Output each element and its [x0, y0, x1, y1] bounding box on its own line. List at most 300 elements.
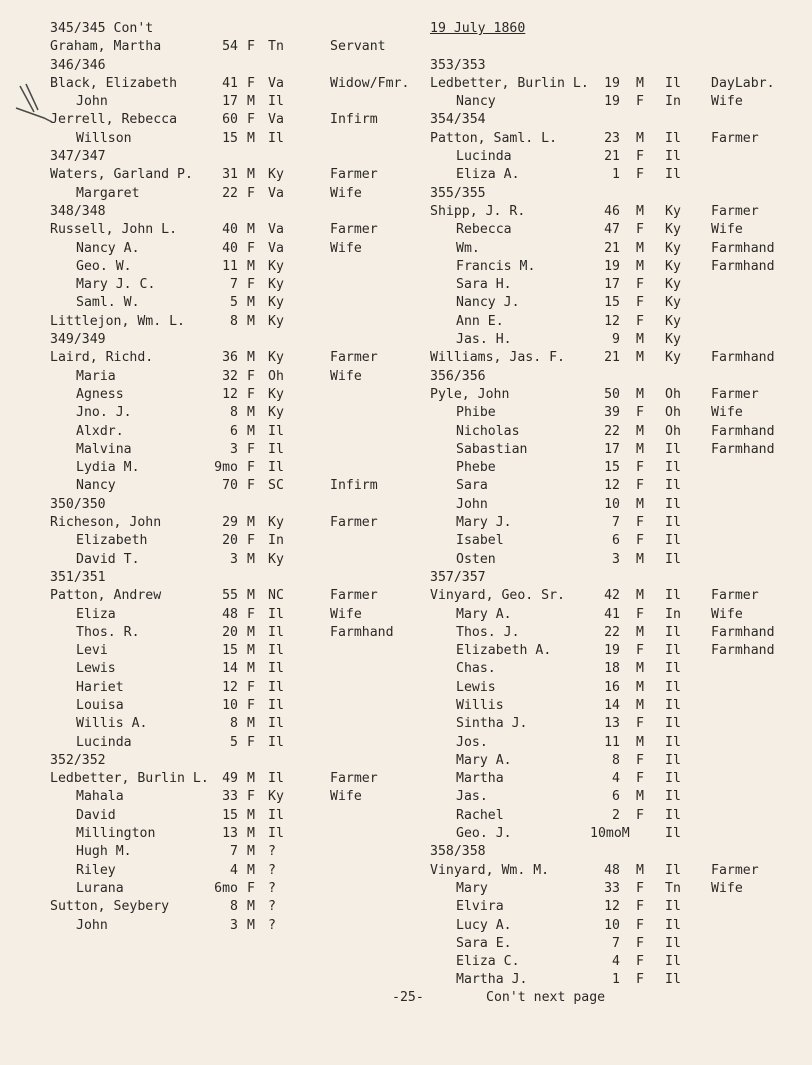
person-row — [430, 953, 805, 971]
person-row — [430, 258, 805, 276]
person-name: Mary — [456, 880, 488, 896]
person-name: Riley — [76, 862, 116, 878]
continued-header — [50, 20, 422, 38]
person-age: 13 — [222, 826, 238, 842]
person-row — [50, 459, 422, 477]
person-sex: M — [636, 350, 644, 366]
person-age: 40 — [222, 240, 238, 256]
person-age: 60 — [222, 112, 238, 128]
person-sex: F — [247, 277, 255, 293]
person-name: Martha J. — [456, 972, 528, 988]
person-age: 20 — [222, 624, 238, 640]
date-text: 19 July 1860 — [430, 21, 526, 36]
person-age: 19 — [604, 643, 620, 659]
person-birthplace: Oh — [665, 423, 681, 439]
person-occupation: Wife — [711, 606, 743, 622]
person-name: Elizabeth — [76, 533, 148, 549]
household-label: 347/347 — [50, 149, 106, 165]
person-name: Willis — [456, 697, 504, 713]
person-sex: M — [247, 515, 255, 531]
person-row — [430, 917, 805, 935]
person-name: Ledbetter, Burlin L. — [430, 75, 589, 91]
person-age: 54 — [222, 39, 238, 55]
person-sex: M — [636, 661, 644, 677]
household-label: 353/353 — [430, 57, 486, 73]
person-age: 14 — [222, 661, 238, 677]
person-birthplace: Ky — [665, 277, 681, 293]
person-row — [430, 130, 805, 148]
person-birthplace: Ky — [268, 350, 284, 366]
person-age: 1 — [612, 167, 620, 183]
person-sex: F — [636, 643, 644, 659]
person-row — [50, 825, 422, 843]
person-name: Lydia M. — [76, 460, 140, 476]
person-sex: F — [636, 295, 644, 311]
person-row — [50, 294, 422, 312]
person-age: 10 — [222, 697, 238, 713]
person-row — [50, 368, 422, 386]
person-row — [430, 148, 805, 166]
person-age: 3 — [230, 441, 238, 457]
household-label: 352/352 — [50, 752, 106, 768]
person-birthplace: In — [665, 94, 681, 110]
person-name: John — [456, 496, 488, 512]
person-birthplace: Il — [268, 734, 284, 750]
person-name: Jas. — [456, 789, 488, 805]
person-name: Nancy J. — [456, 295, 520, 311]
person-birthplace: Ky — [268, 386, 284, 402]
person-age: 55 — [222, 588, 238, 604]
person-name: Lucy A. — [456, 917, 512, 933]
household-label: 358/358 — [430, 844, 486, 860]
handwritten-check-mark-icon — [14, 82, 54, 126]
person-name: Black, Elizabeth — [50, 75, 178, 91]
person-name: Willson — [76, 130, 132, 146]
person-age: 13 — [604, 716, 620, 732]
person-birthplace: Il — [268, 606, 284, 622]
person-name: Willis A. — [76, 716, 148, 732]
person-age: 5 — [230, 734, 238, 750]
person-row — [50, 697, 422, 715]
person-sex: M — [636, 130, 644, 146]
person-name: Lewis — [456, 679, 496, 695]
person-sex: F — [636, 807, 644, 823]
person-sex: M — [636, 679, 644, 695]
person-sex: M — [636, 624, 644, 640]
person-occupation: Wife — [330, 368, 362, 384]
person-birthplace: Il — [268, 679, 284, 695]
household-label: 348/348 — [50, 203, 106, 219]
person-sex: M — [247, 551, 255, 567]
person-sex: F — [636, 606, 644, 622]
person-name: Sutton, Seybery — [50, 899, 170, 915]
person-birthplace: Ky — [268, 789, 284, 805]
person-name: Elizabeth A. — [456, 643, 552, 659]
person-row — [430, 166, 805, 184]
person-name: Eliza — [76, 606, 116, 622]
person-name: Sara H. — [456, 277, 512, 293]
person-birthplace: Il — [665, 149, 681, 165]
person-sex: M — [247, 807, 255, 823]
person-age: 23 — [604, 130, 620, 146]
person-sex: F — [247, 460, 255, 476]
person-name: Russell, John L. — [50, 222, 178, 238]
person-name: Lurana — [76, 880, 124, 896]
person-row — [50, 386, 422, 404]
person-sex: M — [636, 203, 644, 219]
person-row — [430, 496, 805, 514]
person-name: Lucinda — [76, 734, 132, 750]
person-age: 15 — [222, 130, 238, 146]
person-age: 7 — [612, 515, 620, 531]
person-sex: F — [247, 606, 255, 622]
person-sex: F — [636, 880, 644, 896]
household-label: 351/351 — [50, 569, 106, 585]
person-occupation: Farmer — [330, 771, 378, 787]
person-row — [430, 532, 805, 550]
person-name: Hugh M. — [76, 844, 132, 860]
person-sex: F — [247, 533, 255, 549]
person-sex: M — [636, 734, 644, 750]
person-name: Mary A. — [456, 606, 512, 622]
person-row — [50, 606, 422, 624]
person-name: Ann E. — [456, 313, 504, 329]
household-number — [50, 569, 422, 587]
person-age: 11 — [222, 258, 238, 274]
person-sex: F — [636, 533, 644, 549]
person-age: 7 — [230, 277, 238, 293]
person-name: Osten — [456, 551, 496, 567]
person-sex: F — [247, 478, 255, 494]
person-sex: M — [636, 332, 644, 348]
household-number — [50, 752, 422, 770]
person-birthplace: ? — [268, 880, 276, 896]
person-occupation: Widow/Fmr. — [330, 75, 410, 91]
person-age: 39 — [604, 405, 620, 421]
person-sex: F — [636, 277, 644, 293]
person-row — [50, 313, 422, 331]
person-sex: F — [636, 899, 644, 915]
person-age: 6 — [612, 789, 620, 805]
person-birthplace: Il — [665, 551, 681, 567]
person-birthplace: In — [665, 606, 681, 622]
person-age: 70 — [222, 478, 238, 494]
person-birthplace: Il — [665, 588, 681, 604]
person-row — [50, 917, 422, 935]
person-age: 9 — [612, 332, 620, 348]
household-label: 357/357 — [430, 569, 486, 585]
person-name: Lucinda — [456, 149, 512, 165]
person-age: 22 — [222, 185, 238, 201]
person-name: Sabastian — [456, 441, 528, 457]
person-sex: M — [636, 697, 644, 713]
person-sex: F — [636, 716, 644, 732]
person-name: Nancy — [76, 478, 116, 494]
person-age: 21 — [604, 350, 620, 366]
person-birthplace: Il — [665, 935, 681, 951]
person-birthplace: Ky — [268, 258, 284, 274]
person-occupation: Infirm — [330, 112, 378, 128]
person-birthplace: Il — [665, 441, 681, 457]
person-row — [430, 825, 805, 843]
person-age: 48 — [604, 862, 620, 878]
person-age: 8 — [230, 899, 238, 915]
person-birthplace: Ky — [268, 551, 284, 567]
person-name: Ledbetter, Burlin L. — [50, 771, 209, 787]
person-sex: M — [636, 258, 644, 274]
person-birthplace: In — [268, 533, 284, 549]
person-name: Williams, Jas. F. — [430, 350, 565, 366]
person-sex: F — [247, 441, 255, 457]
left-column — [50, 20, 422, 935]
person-row — [430, 898, 805, 916]
person-name: Rachel — [456, 807, 504, 823]
person-age: 42 — [604, 588, 620, 604]
person-name: Levi — [76, 643, 108, 659]
person-sex: M — [247, 661, 255, 677]
person-name: Wm. — [456, 240, 480, 256]
person-birthplace: Il — [268, 441, 284, 457]
person-name: Eliza A. — [456, 167, 520, 183]
person-birthplace: Ky — [268, 295, 284, 311]
person-row — [430, 734, 805, 752]
person-sex: M — [247, 313, 255, 329]
person-age: 16 — [604, 679, 620, 695]
person-row — [50, 843, 422, 861]
person-row — [50, 624, 422, 642]
person-name: Jerrell, Rebecca — [50, 112, 178, 128]
person-row — [50, 111, 422, 129]
person-row — [50, 477, 422, 495]
household-label: 356/356 — [430, 368, 486, 384]
person-name: Littlejon, Wm. L. — [50, 313, 185, 329]
person-row — [50, 880, 422, 898]
person-row — [430, 752, 805, 770]
person-name: Chas. — [456, 661, 496, 677]
person-row — [430, 971, 805, 989]
person-age: 11 — [604, 734, 620, 750]
person-age: 49 — [222, 771, 238, 787]
person-sex: M — [247, 350, 255, 366]
person-birthplace: Il — [665, 643, 681, 659]
person-occupation: Wife — [330, 240, 362, 256]
household-number — [430, 368, 805, 386]
person-age: 17 — [604, 277, 620, 293]
person-name: David T. — [76, 551, 140, 567]
person-age: 20 — [222, 533, 238, 549]
person-row — [430, 75, 805, 93]
person-sex: M — [636, 441, 644, 457]
person-birthplace: Il — [268, 94, 284, 110]
person-occupation: Farmer — [330, 350, 378, 366]
person-birthplace: Il — [665, 661, 681, 677]
person-row — [430, 587, 805, 605]
person-birthplace: Il — [268, 130, 284, 146]
person-sex: M — [247, 405, 255, 421]
person-sex: M — [247, 295, 255, 311]
person-birthplace: Ky — [665, 240, 681, 256]
person-birthplace: Il — [268, 826, 284, 842]
person-sex: F — [636, 935, 644, 951]
person-row — [50, 404, 422, 422]
person-name: John — [76, 94, 108, 110]
person-sex: F — [247, 39, 255, 55]
person-birthplace: Oh — [665, 405, 681, 421]
person-birthplace: Tn — [268, 39, 284, 55]
person-sex: M — [247, 917, 255, 933]
person-row — [430, 788, 805, 806]
person-name: Mary J. C. — [76, 277, 156, 293]
person-age: 19 — [604, 258, 620, 274]
household-number — [50, 148, 422, 166]
person-age: 18 — [604, 661, 620, 677]
person-occupation: Farmhand — [711, 258, 775, 274]
person-birthplace: Il — [665, 807, 681, 823]
person-occupation: DayLabr. — [711, 75, 775, 91]
person-age: 3 — [230, 551, 238, 567]
person-occupation: Farmer — [330, 167, 378, 183]
person-sex: M — [636, 75, 644, 91]
person-row — [50, 276, 422, 294]
person-sex: M — [247, 222, 255, 238]
person-age: 8 — [612, 752, 620, 768]
person-occupation: Wife — [711, 880, 743, 896]
person-birthplace: Il — [268, 771, 284, 787]
person-row — [50, 660, 422, 678]
person-occupation: Infirm — [330, 478, 378, 494]
person-sex: F — [247, 240, 255, 256]
person-row — [50, 441, 422, 459]
person-occupation: Farmer — [711, 588, 759, 604]
person-sex: F — [636, 954, 644, 970]
person-occupation: Wife — [711, 94, 743, 110]
household-label: 349/349 — [50, 332, 106, 348]
person-row — [50, 788, 422, 806]
person-sex: F — [247, 734, 255, 750]
household-number — [50, 496, 422, 514]
household-label: 346/346 — [50, 57, 106, 73]
person-birthplace: Il — [268, 716, 284, 732]
person-name: Shipp, J. R. — [430, 203, 526, 219]
continued-note: Con't next page — [486, 990, 606, 1005]
person-age: 14 — [604, 697, 620, 713]
person-birthplace: Il — [268, 643, 284, 659]
person-occupation: Farmhand — [330, 624, 394, 640]
person-birthplace: Il — [665, 716, 681, 732]
person-birthplace: Il — [665, 771, 681, 787]
person-name: Rebecca — [456, 222, 512, 238]
person-row — [50, 770, 422, 788]
person-age: 12 — [604, 313, 620, 329]
person-row — [50, 587, 422, 605]
person-age: 7 — [230, 844, 238, 860]
person-name: John — [76, 917, 108, 933]
person-sex: M — [247, 624, 255, 640]
household-label: 350/350 — [50, 496, 106, 512]
person-age: 8 — [230, 313, 238, 329]
person-row — [50, 551, 422, 569]
person-name: Mary A. — [456, 752, 512, 768]
person-name: Geo. J. — [456, 826, 512, 842]
person-name: Thos. R. — [76, 624, 140, 640]
person-name: Sara E. — [456, 935, 512, 951]
person-row — [50, 514, 422, 532]
person-row — [430, 276, 805, 294]
person-birthplace: Il — [268, 697, 284, 713]
person-age: 3 — [612, 551, 620, 567]
person-sex: F — [247, 679, 255, 695]
person-age: 5 — [230, 295, 238, 311]
person-sex: F — [636, 167, 644, 183]
household-number — [430, 185, 805, 203]
person-row — [430, 386, 805, 404]
person-age: 12 — [604, 899, 620, 915]
person-sex: M — [247, 862, 255, 878]
person-birthplace: ? — [268, 899, 276, 915]
person-row — [430, 514, 805, 532]
person-birthplace: Ky — [268, 277, 284, 293]
person-birthplace: Ky — [665, 258, 681, 274]
person-age: 41 — [222, 75, 238, 91]
person-row — [50, 715, 422, 733]
person-age: 6mo — [214, 880, 238, 896]
person-birthplace: Va — [268, 185, 284, 201]
person-birthplace: Il — [665, 75, 681, 91]
person-sex: M — [636, 551, 644, 567]
person-age: 50 — [604, 386, 620, 402]
person-row — [50, 532, 422, 550]
person-row — [430, 459, 805, 477]
person-age: 33 — [604, 880, 620, 896]
page-number: -25- — [392, 990, 424, 1005]
person-sex: M — [247, 716, 255, 732]
person-sex: F — [247, 789, 255, 805]
person-occupation: Servant — [330, 39, 386, 55]
person-sex: M — [247, 588, 255, 604]
person-row — [430, 715, 805, 733]
person-name: Nicholas — [456, 423, 520, 439]
person-occupation: Wife — [711, 222, 743, 238]
person-occupation: Farmhand — [711, 240, 775, 256]
person-name: Malvina — [76, 441, 132, 457]
person-sex: F — [636, 917, 644, 933]
person-occupation: Farmer — [711, 862, 759, 878]
person-row — [430, 441, 805, 459]
person-row — [430, 624, 805, 642]
person-sex: M — [247, 643, 255, 659]
person-birthplace: Va — [268, 240, 284, 256]
person-name: Sintha J. — [456, 716, 528, 732]
household-number — [430, 569, 805, 587]
person-row — [430, 880, 805, 898]
person-birthplace: Il — [665, 515, 681, 531]
person-row — [430, 477, 805, 495]
person-row — [430, 240, 805, 258]
person-age: 12 — [604, 478, 620, 494]
person-age: 9mo — [214, 460, 238, 476]
person-name: Millington — [76, 826, 156, 842]
person-name: Isabel — [456, 533, 504, 549]
person-occupation: Farmer — [330, 515, 378, 531]
household-number — [50, 331, 422, 349]
person-birthplace: Il — [665, 478, 681, 494]
person-row — [430, 935, 805, 953]
household-number — [430, 111, 805, 129]
person-sex: F — [636, 222, 644, 238]
person-sex: F — [636, 515, 644, 531]
person-birthplace: Ky — [268, 515, 284, 531]
person-age: 3 — [230, 917, 238, 933]
